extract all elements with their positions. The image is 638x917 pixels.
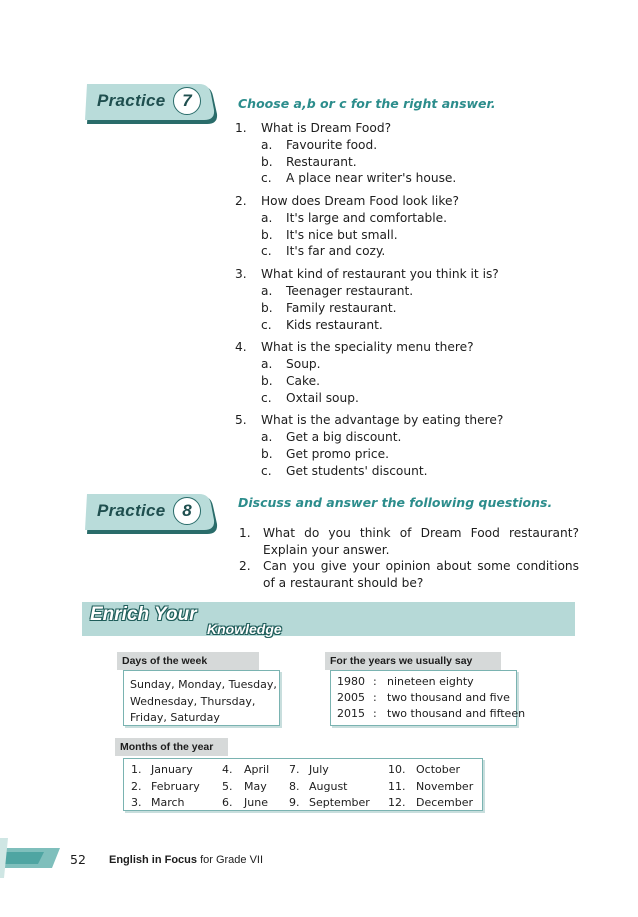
question-text: What is the speciality menu there? (261, 340, 474, 355)
month-number: 8. (289, 779, 300, 793)
month-item (289, 779, 370, 796)
month-number: 5. (222, 779, 233, 793)
month-number: 2. (131, 779, 142, 793)
days-text: Sunday, Monday, Tuesday, Wednesday, Thursday, Friday, Saturday (130, 678, 277, 724)
month-item (222, 762, 269, 779)
month-name: April (244, 763, 270, 776)
option-text: Get a big discount. (286, 430, 402, 445)
option-text: It's large and comfortable. (286, 211, 448, 226)
option-letter: a. (261, 211, 273, 226)
month-number: 9. (289, 796, 300, 809)
option-letter: a. (261, 138, 273, 152)
answer-option (235, 300, 503, 317)
month-item (388, 779, 473, 796)
year-words: two thousand and five (387, 691, 510, 704)
question-text: What is the advantage by eating there? (261, 413, 504, 428)
option-text: Restaurant. (286, 154, 357, 169)
month-name: January (151, 763, 193, 776)
option-letter: c. (261, 463, 272, 478)
months-column (131, 762, 200, 812)
practice-7-number: 7 (173, 87, 201, 115)
question-number: 2. (239, 559, 251, 574)
years-header: For the years we usually say (325, 652, 501, 670)
month-name: July (309, 763, 329, 776)
option-letter: b. (261, 300, 273, 315)
answer-option (235, 137, 503, 154)
practice-8-tab (83, 494, 215, 530)
option-text: It's nice but small. (286, 227, 398, 242)
answer-option (235, 390, 503, 407)
option-text: Cake. (286, 373, 320, 388)
practice-7-questions (235, 120, 503, 479)
question-number: 5. (235, 413, 247, 428)
month-name: November (416, 779, 474, 793)
question-text: What kind of restaurant you think it is? (261, 267, 499, 282)
enrich-subtitle: Knowledge (207, 621, 282, 637)
book-title-suffix: for Grade VII (197, 854, 264, 866)
question (235, 193, 503, 210)
answer-option (235, 243, 503, 260)
book-title (109, 854, 263, 866)
question-number: 1. (239, 526, 251, 540)
question-text: Can you give your opinion about some conditions of a restaurant should be? (263, 559, 579, 590)
practice-7-instruction: Choose a,b or c for the right answer. (238, 96, 496, 111)
months-column (289, 762, 370, 812)
practice-7-label: Practice (97, 91, 166, 110)
month-number: 11. (388, 779, 406, 793)
practice-8-number: 8 (173, 497, 201, 525)
answer-option (235, 446, 503, 463)
answer-option (235, 373, 503, 390)
month-number: 4. (222, 763, 233, 776)
question (235, 266, 503, 283)
option-letter: b. (261, 446, 273, 461)
year-value: 2015 (337, 707, 365, 720)
question-number: 3. (235, 267, 247, 282)
year-row (337, 674, 525, 690)
month-name: October (416, 763, 461, 776)
option-text: Kids restaurant. (286, 317, 383, 332)
option-letter: c. (261, 244, 272, 259)
option-text: Get students' discount. (286, 463, 428, 478)
answer-option (235, 463, 503, 480)
years-box (330, 670, 526, 726)
month-name: March (151, 796, 185, 809)
year-separator: : (373, 675, 377, 688)
page-number: 52 (70, 852, 86, 867)
year-value: 2005 (337, 691, 365, 704)
option-text: Soup. (286, 357, 321, 372)
month-name: June (244, 796, 268, 809)
option-text: It's far and cozy. (286, 244, 386, 259)
option-letter: a. (261, 430, 273, 445)
month-number: 10. (388, 763, 406, 776)
year-words: nineteen eighty (387, 675, 474, 688)
option-text: Teenager restaurant. (286, 284, 414, 299)
option-letter: c. (261, 317, 272, 332)
option-letter: b. (261, 154, 273, 169)
year-words: two thousand and fifteen (387, 707, 526, 720)
month-name: February (151, 779, 200, 793)
month-number: 6. (222, 796, 233, 809)
question-number: 1. (235, 121, 247, 135)
question-number: 2. (235, 194, 247, 209)
month-name: September (309, 796, 370, 809)
month-item (222, 779, 269, 796)
answer-option (235, 283, 503, 300)
answer-option (235, 356, 503, 373)
question-text: How does Dream Food look like? (261, 194, 459, 209)
month-item (131, 762, 200, 779)
months-column (222, 762, 269, 812)
question-text: What is Dream Food? (261, 121, 392, 135)
month-number: 3. (131, 796, 142, 809)
question-number: 4. (235, 340, 247, 355)
month-name: May (244, 779, 267, 793)
practice-8-label: Practice (97, 501, 166, 520)
month-name: December (416, 796, 474, 809)
answer-option (235, 154, 503, 171)
question-text: What do you think of Dream Food restaurant? Explain your answer. (263, 526, 579, 557)
option-text: Oxtail soup. (286, 390, 359, 405)
month-item (388, 762, 473, 779)
question (235, 412, 503, 429)
option-text: A place near writer's house. (286, 171, 457, 186)
month-name: August (309, 779, 348, 793)
option-text: Favourite food. (286, 138, 378, 152)
year-row (337, 706, 525, 722)
month-item (131, 795, 200, 812)
option-text: Family restaurant. (286, 300, 397, 315)
months-column (388, 762, 473, 812)
month-number: 12. (388, 796, 406, 809)
option-letter: b. (261, 227, 273, 242)
month-item (289, 762, 370, 779)
option-text: Get promo price. (286, 446, 389, 461)
year-value: 1980 (337, 675, 365, 688)
days-box (123, 670, 280, 726)
month-number: 1. (131, 763, 142, 776)
year-row (337, 690, 525, 706)
enrich-title: Enrich Your (90, 604, 197, 625)
option-letter: a. (261, 357, 273, 372)
option-letter: c. (261, 390, 272, 405)
answer-option (235, 227, 503, 244)
month-item (222, 795, 269, 812)
month-item (388, 795, 473, 812)
practice-8-instruction: Discuss and answer the following questions. (238, 495, 553, 510)
practice-8-question (239, 558, 579, 591)
years-list (337, 674, 525, 722)
practice-8-question (239, 525, 579, 558)
answer-option (235, 317, 503, 334)
months-header: Months of the year (115, 738, 228, 756)
option-letter: a. (261, 284, 273, 299)
months-box (123, 758, 483, 811)
book-title-bold: English in Focus (109, 854, 198, 866)
year-separator: : (373, 707, 377, 720)
question (235, 120, 503, 137)
option-letter: b. (261, 373, 273, 388)
practice-7-tab (83, 84, 215, 120)
answer-option (235, 170, 503, 187)
month-item (289, 795, 370, 812)
option-letter: c. (261, 171, 272, 186)
days-header: Days of the week (117, 652, 259, 670)
year-separator: : (373, 691, 377, 704)
answer-option (235, 429, 503, 446)
month-number: 7. (289, 763, 300, 776)
question (235, 339, 503, 356)
answer-option (235, 210, 503, 227)
month-item (131, 779, 200, 796)
practice-8-questions (239, 525, 579, 591)
